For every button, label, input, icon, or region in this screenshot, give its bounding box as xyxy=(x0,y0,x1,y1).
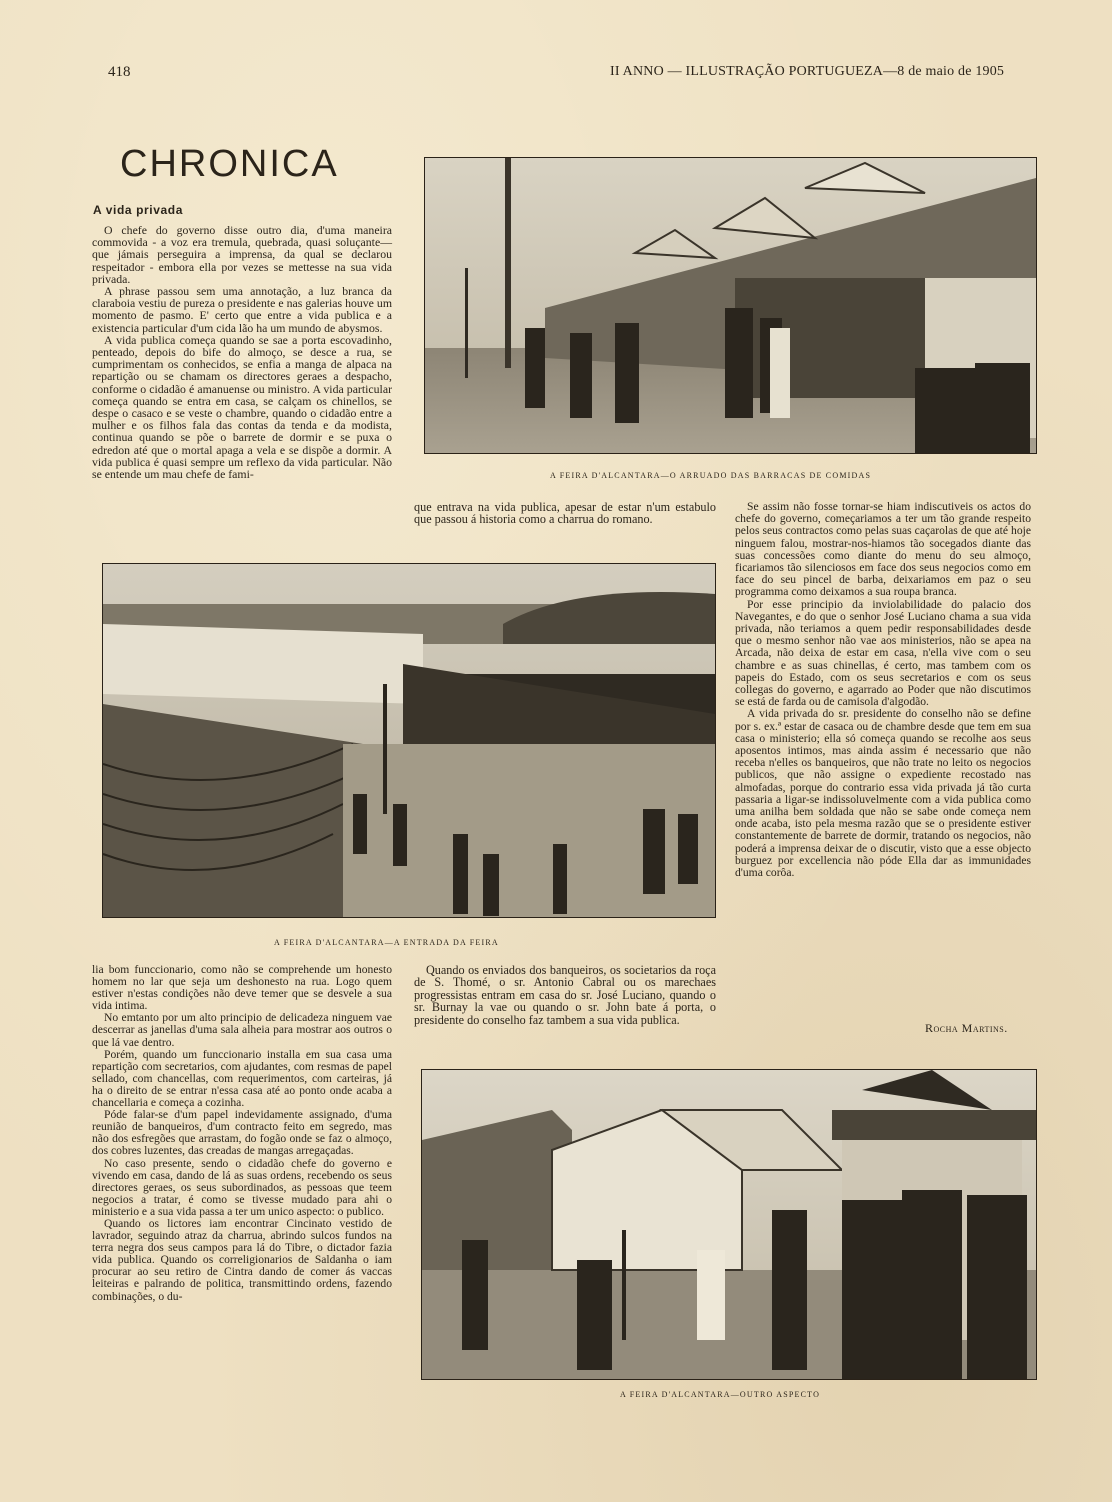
paragraph: A vida privada do sr. presidente do conselho não se define por s. ex.ª estar de casaca ou de chambre desde que tem em sua casa o ministerio; ella só começa quando se recolhe aos seus aposentos intimos, mas ainda assim é necessario que não receba n'elles os banqueiros, que não trate no leito os negocios publicos, que não assigne o expediente recostado nas almofadas, porque do contrario essa vida privada já tão curta passaria a ligar-se indissoluvelmente com a vida publica como uma anilha bem soldada que não se sabe onde começa nem onde acaba, isto pela mesma razão que se o presidente estiver constantemente de barrete de dormir, tratando os negocios, não poderá a imprensa deixar de o discutir, visto que a esse objecto burguez por excellencia não póde Ella dar as immunidades d'uma corôa. xyxy=(735,707,1031,880)
paragraph: Póde falar-se d'um papel indevidamente assignado, d'uma reunião de banqueiros, d'um contracto feito em segredo, mas não dos esfregões que arrastam, do fogão onde se faz o almoço, dos cobres luzentes, das creadas de mangas arregaçadas. xyxy=(92,1108,392,1158)
photo-fair-entrance xyxy=(102,563,716,918)
column-1-top xyxy=(92,224,392,540)
paragraph: Por esse principio da inviolabilidade do palacio dos Navegantes, e do que o senhor José Luciano chama a sua vida privada, não teriamos a quem pedir responsabilidades desde que o mesmo senhor não vae aos ministerios, não se apea na Arcada, não deixa de estar em casa, n'ella vive com o seu chambre e as suas chinellas, é certo, mas tambem com os papeis do Estado, com os seus secretarios e com os seus collegas do governo, e agarrado ao Poder que não discutimos se está de farda ou de camisola d'algodão. xyxy=(735,597,1031,709)
running-header: II ANNO — ILLUSTRAÇÃO PORTUGUEZA—8 de maio de 1905 xyxy=(610,64,1005,79)
photo-another-aspect xyxy=(421,1069,1037,1380)
page-number: 418 xyxy=(108,64,131,80)
column-1-bottom xyxy=(92,964,392,1303)
paragraph: Porém, quando um funccionario installa em sua casa uma repartição com secretarios, com ajudantes, com resmas de papel sellado, com chancellas, com requerimentos, com carteiras, já ha o direito de se entrar n'essa casa até ao ponto onde acaba a chancellaria e começa a cozinha. xyxy=(92,1047,392,1110)
paragraph: A phrase passou sem uma annotação, a luz branca da claraboia vestiu de pureza o presidente e nas galerias houve um momento de pasmo. E' certo que entre a vida publica e a existencia particular d'um cida lão ha um mundo de abysmos. xyxy=(92,284,392,335)
paragraph: que entrava na vida publica, apesar de estar n'um estabulo que passou á historia como a charrua do romano. xyxy=(414,500,716,527)
photo-caption: A FEIRA D'ALCANTARA—O ARRUADO DAS BARRACAS DE COMIDAS xyxy=(550,471,872,480)
column-2-top xyxy=(414,501,716,526)
photo-food-stalls xyxy=(424,157,1037,454)
paragraph: lia bom funccionario, como não se comprehende um honesto homem no lar que seja um deshonesto na rua. Logo quem estiver n'estas condições não deve temer que se desvele a sua vida intima. xyxy=(92,963,392,1013)
photo-caption: A FEIRA D'ALCANTARA—OUTRO ASPECTO xyxy=(620,1390,821,1399)
paragraph: Quando os enviados dos banqueiros, os societarios da roça de S. Thomé, o sr. Antonio Cabral ou os marechaes progressistas entram em casa do sr. José Luciano, quando o sr. Burnay la vae ou quando o sr. John bate á porta, o presidente do conselho faz tambem a sua vida publica. xyxy=(414,963,716,1027)
author-signature: Rocha Martins. xyxy=(925,1021,1008,1035)
photo-caption: A FEIRA D'ALCANTARA—A ENTRADA DA FEIRA xyxy=(274,938,499,947)
column-2-bottom xyxy=(414,964,716,1026)
paragraph: Se assim não fosse tornar-se hiam indiscutiveis os actos do chefe do governo, começariamos a ter um tão grande respeito pelos seus contractos como pelas suas caçarolas de que até hoje ninguem falou, mostrar-nos-hiamos tão socegados diante das suas concessões como diante do menu do seu almoço, ficariamos tão silenciosos em face dos seus negocios como em face do seu pincel de barba, deixariamos em paz o seu programma como deixamos a sua roupa branca. xyxy=(735,500,1031,599)
paragraph: No emtanto por um alto principio de delicadeza ninguem vae descerrar as janellas d'uma sala alheia para mostrar aos outros o que lá vae dentro. xyxy=(92,1011,392,1049)
paragraph: O chefe do governo disse outro dia, d'uma maneira commovida - a voz era tremula, quebrada, quasi soluçante—que jámais perseguira a imprensa, da qual se declarou respeitador - embora ella por vezes se mettesse na sua vida privada. xyxy=(92,223,392,286)
column-3-top xyxy=(735,501,1031,879)
paragraph: A vida publica começa quando se sae a porta escovadinho, penteado, depois do bife do almoço, se desce a rua, se cumprimentam os conhecidos, se enfia a manga de alpaca na repartição ou se chamam os directores geraes a despacho, conforme o cidadão é amanuense ou ministro. A vida particular começa quando se entra em casa, se calçam os chinellos, se despe o casaco e se veste o chambre, quando o cidadão entre a mulher e os filhos fala das contas da tenda e da modista, continua quando se põe o barrete de dormir e se puxa o edredon até que o mortal apaga a vela e se dispõe a dormir. A vida publica é quasi sempre um reflexo da vida particular. Não se entende um mau chefe de fami- xyxy=(92,332,392,482)
paragraph: No caso presente, sendo o cidadão chefe do governo e vivendo em casa, dando de lá as suas ordens, recebendo os seus directores geraes, os seus subordinados, as pessoas que teem negocios a tratar, é como se tivesse mudado para ahi o ministerio e a sua vida passa a ter um unico aspecto: o publico. xyxy=(92,1156,392,1218)
paragraph: Quando os lictores iam encontrar Cincinato vestido de lavrador, seguindo atraz da charrua, abrindo sulcos fundos na terra negra dos seus campos para lá do Tibre, o dictador fazia vida publica. Quando os correligionarios de Saldanha o iam procurar ao seu retiro de Cintra dando de comer ás vaccas leiteiras e palrando de politica, transmittindo ordens, fazendo combinações, o du- xyxy=(92,1216,392,1303)
article-title: CHRONICA xyxy=(120,143,339,185)
article-subtitle: A vida privada xyxy=(93,203,183,217)
